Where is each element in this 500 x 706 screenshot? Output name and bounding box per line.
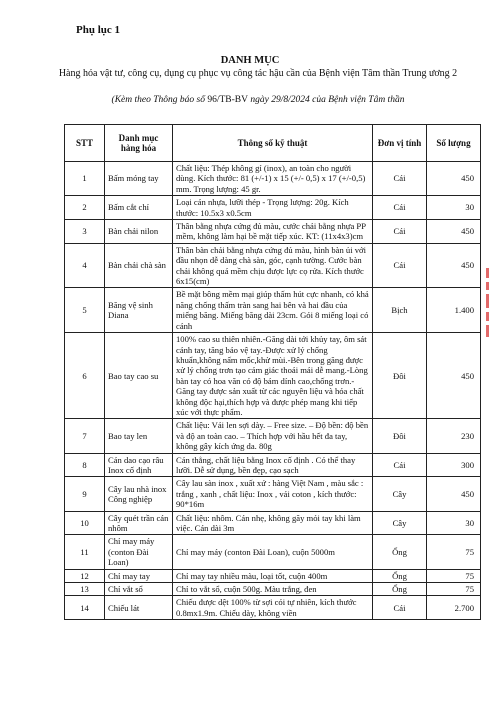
cell-name: Chỉ vắt sổ [105, 583, 173, 596]
cell-name: Cán dao cạo râu Inox cố định [105, 453, 173, 477]
cell-spec: Cây lau sàn inox , xuất xứ : hàng Việt Nam , màu sắc : trắng , xanh , chất liệu: Inox , vải coton , kích thước: 90*16m [173, 477, 373, 511]
table-row [65, 477, 481, 511]
cell-unit: Cây [373, 511, 427, 535]
cell-qty: 30 [427, 511, 481, 535]
cell-qty: 450 [427, 243, 481, 288]
cell-stt: 3 [65, 220, 105, 244]
cell-spec: Bề mặt bông mềm mại giúp thấm hút cực nhanh, có khả năng chống thấm tràn sang hai bên và hai đầu của miếng băng. Miếng băng dài 23cm. Gói 8 miếng loại có cánh [173, 288, 373, 333]
table-row [65, 596, 481, 620]
note-prefix: (Kèm theo Thông báo số [111, 95, 208, 105]
cell-qty: 75 [427, 569, 481, 582]
cell-unit: Ống [373, 535, 427, 569]
header-name: Danh mục hàng hóa [105, 125, 173, 162]
table-row [65, 243, 481, 288]
table-row [65, 511, 481, 535]
document-title: DANH MỤC [220, 55, 280, 66]
cell-spec: Chỉ to vắt sổ, cuộn 500g. Màu trắng, đen [173, 583, 373, 596]
cell-stt: 14 [65, 596, 105, 620]
cell-qty: 450 [427, 477, 481, 511]
cell-unit: Ống [373, 583, 427, 596]
cell-name: Bấm cắt chỉ [105, 196, 173, 220]
appendix-label: Phụ lục 1 [76, 24, 121, 36]
cell-stt: 12 [65, 569, 105, 582]
table-row [65, 196, 481, 220]
document-note [40, 95, 476, 105]
cell-name: Cây lau nhà inox Công nghiệp [105, 477, 173, 511]
cell-unit: Cái [373, 196, 427, 220]
cell-name: Chiếu lát [105, 596, 173, 620]
cell-spec: Chất liệu: Thép không gỉ (inox), an toàn cho người dùng. Kích thước: 81 (+/-1) x 15 (+/- 0,5) x 17 (+/-0,5) mm. Trọng lượng: 45 gr. [173, 162, 373, 196]
cell-unit: Bịch [373, 288, 427, 333]
table-row [65, 569, 481, 582]
cell-unit: Ống [373, 569, 427, 582]
cell-name: Băng vệ sinh Diana [105, 288, 173, 333]
cell-stt: 2 [65, 196, 105, 220]
cell-spec: Loại cán nhựa, lưỡi thép - Trọng lượng: 20g. Kích thước: 10.5x3 x0.5cm [173, 196, 373, 220]
cell-stt: 10 [65, 511, 105, 535]
cell-name: Chỉ may tay [105, 569, 173, 582]
cell-unit: Cái [373, 162, 427, 196]
cell-unit: Cái [373, 243, 427, 288]
cell-qty: 2.700 [427, 596, 481, 620]
cell-stt: 11 [65, 535, 105, 569]
cell-spec: Chỉ may máy (conton Đài Loan), cuộn 5000m [173, 535, 373, 569]
cell-spec: Thân bàn chải bằng nhựa cứng đủ màu, hình bàn ủi với đầu nhọn dễ dàng chà sàn, góc, cạnh tường. Cước bàn chải không quá mềm chịu được lực cọ rửa. Kích thước 6x15(cm) [173, 243, 373, 288]
cell-name: Bàn chải nilon [105, 220, 173, 244]
cell-name: Chỉ may máy (conton Đài Loan) [105, 535, 173, 569]
table-row [65, 535, 481, 569]
cell-name: Bấm móng tay [105, 162, 173, 196]
goods-table [64, 124, 481, 620]
cell-name: Cây quét trần cán nhôm [105, 511, 173, 535]
cell-name: Bao tay len [105, 419, 173, 453]
table-row [65, 583, 481, 596]
table-row [65, 288, 481, 333]
cell-stt: 4 [65, 243, 105, 288]
cell-unit: Cái [373, 453, 427, 477]
cell-spec: Chất liệu: Vải len sợi dày. – Free size. – Độ bền: độ bền và độ an toàn cao. – Thích hợp với hầu hết đa tay, không gây kích ứng da. 80g [173, 419, 373, 453]
cell-unit: Cây [373, 477, 427, 511]
cell-spec: Chất liệu: nhôm. Cán nhẹ, không gãy mỏi tay khi làm việc. Cán dài 3m [173, 511, 373, 535]
note-number: 96/TB-BV [207, 95, 248, 105]
cell-spec: 100% cao su thiên nhiên.-Găng dài tới khủy tay, ôm sát cánh tay, tăng bảo vệ tay.-Được xử lý chống khuẩn,không nấm mốc,khử mùi.-Bên trong găng được xử lý chống trơn tạo cảm giác thoải mái dễ mang.-Lòng bàn tay có hoa văn có độ bám dính cao,chống trơn.-Găng tay được sản xuất từ các nguyên liệu và hóa chất không độc hại,thích hợp và được phép mang khi tiếp xúc với thực phẩm. [173, 333, 373, 419]
cell-qty: 1.400 [427, 288, 481, 333]
cell-stt: 6 [65, 333, 105, 419]
cell-unit: Đôi [373, 333, 427, 419]
cell-qty: 230 [427, 419, 481, 453]
cell-stt: 7 [65, 419, 105, 453]
note-suffix: ngày 29/8/2024 của Bệnh viện Tâm thần [247, 95, 405, 105]
cell-qty: 300 [427, 453, 481, 477]
cell-qty: 450 [427, 162, 481, 196]
cell-unit: Đôi [373, 419, 427, 453]
cell-unit: Cái [373, 220, 427, 244]
cell-stt: 13 [65, 583, 105, 596]
table-row [65, 333, 481, 419]
table-row [65, 162, 481, 196]
header-spec: Thông số kỹ thuật [173, 125, 373, 162]
cell-name: Bàn chải chà sàn [105, 243, 173, 288]
table-header-row [65, 125, 481, 162]
cell-stt: 9 [65, 477, 105, 511]
document-subtitle: Hàng hóa vật tư, công cụ, dụng cụ phục vụ công tác hậu cần của Bệnh viện Tâm thần Trung ương 2 [58, 68, 458, 79]
cell-qty: 30 [427, 196, 481, 220]
cell-spec: Chỉ may tay nhiều màu, loại tốt, cuộn 400m [173, 569, 373, 582]
cell-qty: 75 [427, 583, 481, 596]
cell-name: Bao tay cao su [105, 333, 173, 419]
header-stt: STT [65, 125, 105, 162]
cell-stt: 5 [65, 288, 105, 333]
cell-qty: 450 [427, 220, 481, 244]
cell-spec: Thân bằng nhựa cứng đủ màu, cước chải bằng nhựa PP mềm, không làm hại bề mặt tiếp xúc. KT: (11x4x3)cm [173, 220, 373, 244]
table-row [65, 220, 481, 244]
cell-stt: 1 [65, 162, 105, 196]
header-unit: Đơn vị tính [373, 125, 427, 162]
table-row [65, 419, 481, 453]
red-stamp-mark [486, 268, 496, 358]
cell-qty: 450 [427, 333, 481, 419]
cell-stt: 8 [65, 453, 105, 477]
cell-spec: Cán thẳng, chất liệu bằng Inox cố định . Có thể thay lưỡi. Dễ sử dụng, bền đẹp, cạo sạch [173, 453, 373, 477]
cell-qty: 75 [427, 535, 481, 569]
cell-spec: Chiếu được dệt 100% từ sợi cói tự nhiên, kích thước 0.8mx1.9m. Chiếu dày, không viền [173, 596, 373, 620]
cell-unit: Cái [373, 596, 427, 620]
table-row [65, 453, 481, 477]
header-qty: Số lượng [427, 125, 481, 162]
